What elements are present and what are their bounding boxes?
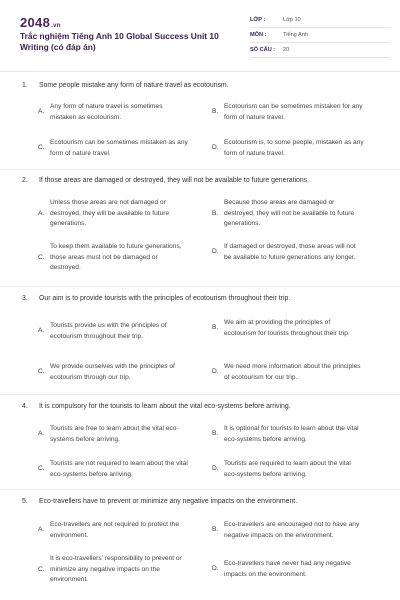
option-text: Tourists are free to learn about the vital eco-systems before arriving.: [50, 425, 179, 443]
option-a[interactable]: [38, 520, 190, 541]
option-text: It is optional for tourists to learn about the vital eco-systems before arriving.: [224, 425, 359, 443]
option-c[interactable]: [38, 138, 190, 159]
option-b[interactable]: [212, 424, 364, 445]
option-text: We provide ourselves with the principles of ecotourism through our trip.: [50, 363, 175, 381]
option-text: To keep them available to future generations, those areas must not be damaged or destroyed.: [50, 243, 182, 271]
option-b[interactable]: [212, 520, 364, 541]
question-divider: [0, 489, 400, 490]
question-stem: [22, 177, 309, 184]
question-stem: [22, 403, 291, 410]
option-b[interactable]: [212, 318, 364, 339]
question-text: If those areas are damaged or destroyed, they will not be available to future generations.: [39, 177, 310, 184]
option-c[interactable]: [38, 242, 190, 274]
question-text: It is compulsory for the tourists to learn about the vital eco-systems before arriving.: [39, 403, 291, 410]
option-d[interactable]: [212, 559, 364, 580]
option-b[interactable]: [212, 102, 364, 123]
meta-value: 20: [283, 47, 290, 53]
option-text: Eco-travellers have never had any negative impacts on the environment.: [224, 560, 351, 578]
option-c[interactable]: [38, 554, 190, 586]
question-stem: [22, 82, 229, 89]
option-letter: D.: [212, 248, 219, 256]
option-text: If damaged or destroyed, those areas will not be available to future generations any longer.: [224, 243, 356, 261]
option-letter: C.: [38, 144, 45, 152]
option-text: It is eco-travellers' responsibility to prevent or minimize any negative impacts on the environment.: [50, 555, 182, 583]
option-letter: D.: [212, 368, 219, 376]
option-text: Unless those areas are not damaged or destroyed, they will be available to future generations.: [50, 199, 170, 227]
question-divider: [0, 394, 400, 395]
option-text: Ecotourism can be sometimes mistaken as any form of nature travel.: [50, 139, 188, 157]
meta-key: MÔN :: [250, 32, 267, 38]
question-number: 1.: [22, 82, 28, 89]
meta-row-subject: [250, 28, 390, 43]
meta-key: LỚP :: [250, 17, 266, 23]
option-text: Any form of nature travel is sometimes mistaken as ecotourism.: [50, 103, 163, 121]
meta-row-count: [250, 43, 390, 58]
option-a[interactable]: [38, 424, 190, 445]
option-text: Because those areas are damaged or destroyed, they will not be available to future generations.: [224, 199, 355, 227]
question-divider: [0, 286, 400, 287]
option-d[interactable]: [212, 138, 364, 159]
question-divider: [0, 169, 400, 170]
document-title: Trắc nghiệm Tiếng Anh 10 Global Success Unit 10 Writing (có đáp án): [20, 31, 219, 52]
option-letter: D.: [212, 465, 219, 473]
question-stem: [22, 295, 290, 302]
meta-key: SỐ CÂU :: [250, 47, 276, 53]
question-number: 2.: [22, 177, 28, 184]
option-c[interactable]: [38, 459, 190, 480]
option-letter: B.: [212, 324, 219, 332]
option-a[interactable]: [38, 321, 190, 342]
option-letter: B.: [212, 430, 219, 438]
option-letter: B.: [212, 108, 219, 116]
question-stem: [22, 498, 297, 505]
question-number: 4.: [22, 403, 28, 410]
option-letter: C.: [38, 253, 45, 261]
option-text: Tourists are not required to learn about the vital eco-systems before arriving.: [50, 460, 188, 478]
question-text: Some people mistake any form of nature travel as ecotourism.: [39, 82, 229, 89]
question-number: 3.: [22, 295, 28, 302]
meta-value: Lớp 10: [283, 17, 301, 23]
option-letter: D.: [212, 565, 219, 573]
site-logo[interactable]: [20, 15, 61, 30]
question-text: Our aim is to provide tourists with the principles of ecotourism throughout their trip.: [39, 295, 291, 302]
option-text: Ecotourism can be sometimes mistaken for any form of nature travel.: [224, 103, 363, 121]
option-letter: A.: [38, 526, 45, 534]
page-header: [0, 0, 400, 66]
logo-tld: .vn: [51, 23, 61, 29]
option-a[interactable]: [38, 102, 190, 123]
option-text: Tourists are required to learn about the vital eco-systems before arriving.: [224, 460, 351, 478]
option-letter: A.: [38, 209, 45, 217]
option-letter: A.: [38, 327, 45, 335]
header-divider: [0, 71, 400, 72]
option-letter: D.: [212, 144, 219, 152]
option-text: Ecotourism is, to some people, mistaken as any form of nature travel.: [224, 139, 364, 157]
option-text: Eco-travellers are encouraged not to have any negative impacts on the environment.: [224, 521, 360, 539]
option-a[interactable]: [38, 198, 190, 230]
option-letter: B.: [212, 526, 219, 534]
option-text: We aim at providing the principles of ecotourism for tourists throughout their trip.: [224, 319, 350, 337]
option-d[interactable]: [212, 459, 364, 480]
option-letter: B.: [212, 209, 219, 217]
option-c[interactable]: [38, 362, 190, 383]
option-letter: C.: [38, 368, 45, 376]
option-d[interactable]: [212, 242, 364, 263]
option-letter: A.: [38, 430, 45, 438]
option-d[interactable]: [212, 362, 364, 383]
option-b[interactable]: [212, 198, 364, 230]
option-text: We need more information about the principles of ecotourism for our trip.: [224, 363, 361, 381]
option-text: Eco-travellers are not required to protect the environment.: [50, 521, 180, 539]
meta-value: Tiếng Anh: [283, 32, 308, 38]
option-text: Tourists provide us with the principles of ecotourism throughout their trip.: [50, 322, 167, 340]
option-letter: C.: [38, 565, 45, 573]
logo-text: 2048: [20, 15, 51, 30]
question-text: Eco-travellers have to prevent or minimize any negative impacts on the environment.: [39, 498, 298, 505]
option-letter: C.: [38, 465, 45, 473]
option-letter: A.: [38, 108, 45, 116]
meta-table: [250, 13, 390, 58]
question-number: 5.: [22, 498, 28, 505]
meta-row-class: [250, 13, 390, 28]
